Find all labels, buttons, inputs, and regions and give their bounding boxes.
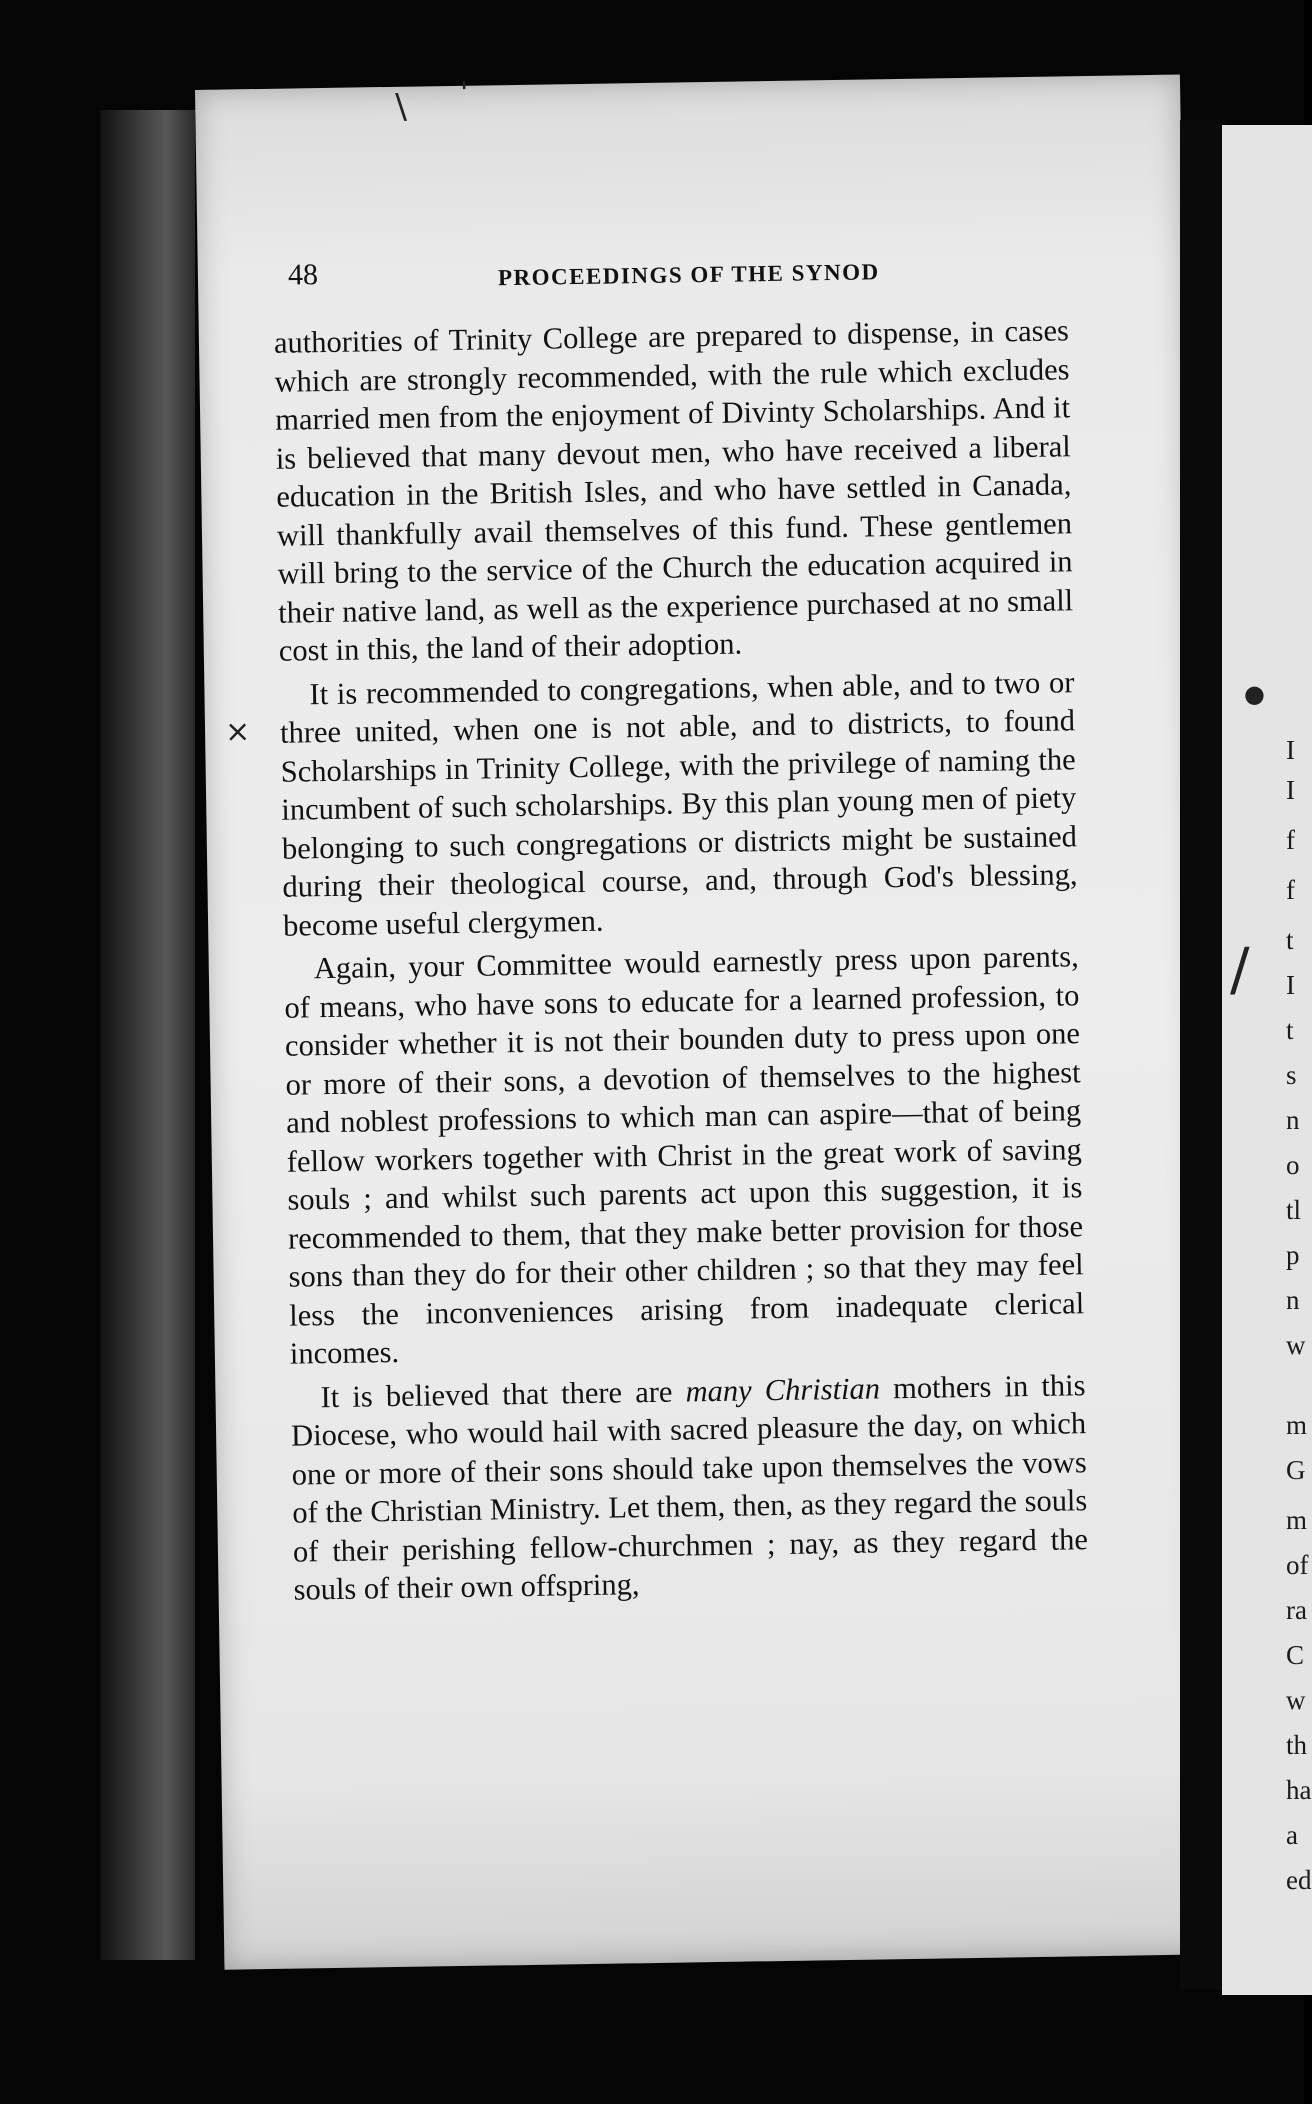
adjacent-letter: tl bbox=[1286, 1195, 1302, 1225]
margin-slash: / bbox=[1230, 935, 1250, 1003]
paragraph-4-italic: many Christian bbox=[685, 1370, 881, 1408]
adjacent-letter: f bbox=[1286, 825, 1295, 855]
adjacent-letter: a bbox=[1286, 1820, 1298, 1850]
ink-mark: \ bbox=[394, 86, 408, 127]
adjacent-letter: C bbox=[1286, 1640, 1305, 1670]
page-header bbox=[288, 246, 1109, 299]
paragraph-2: It is recommended to congregations, when able, and to two or three united, when one is not able, and to districts, to found Scholarships in Trinity College, with the privilege of naming the incumbent of such scholarships. By this plan young men of piety belonging to such congregations or districts might be sustained during their theological course, and, through God's blessing, become useful clergymen. bbox=[279, 664, 1078, 943]
margin-mark: × bbox=[224, 714, 251, 750]
paragraph-3: Again, your Committee would earnestly press upon parents, of means, who have sons to educate for a learned profession, to consider whether it is not their bounden duty to press upon one or more of their sons, a devotion of themselves to the highest and noblest professions to which man can aspire—that of being fellow workers together with Christ in the great work of saving souls ; and whilst such parents act upon this suggestion, it is recommended to them, that they make better provision for those sons than they do for their other children ; so that they may feel less the inconveniences arising from inadequate clerical incomes. bbox=[284, 939, 1085, 1371]
adjacent-letter: t bbox=[1286, 925, 1294, 955]
adjacent-letter: w bbox=[1286, 1685, 1306, 1715]
adjacent-letter: ra bbox=[1286, 1595, 1307, 1625]
adjacent-letter: I bbox=[1286, 735, 1295, 765]
adjacent-letter: I bbox=[1286, 775, 1295, 805]
page-number: 48 bbox=[287, 258, 319, 292]
ink-mark: ' bbox=[459, 75, 469, 111]
adjacent-letter: p bbox=[1286, 1240, 1300, 1270]
book-gutter bbox=[1180, 120, 1225, 1990]
adjacent-letter: th bbox=[1286, 1730, 1308, 1760]
adjacent-letter: G bbox=[1286, 1455, 1306, 1485]
paragraph-1: authorities of Trinity College are prepared to dispense, in cases which are strongly recommended, with the rule which excludes married men from the enjoyment of Divinty Scholarships. And it is believed that many devout men, who have received a liberal education in the British Isles, and who have settled in Canada, will thankfully avail themselves of this fund. These gentlemen will bring to the service of the Church the education acquired in their native land, as well as the experience purchased at no small cost in this, the land of their adoption. bbox=[273, 313, 1074, 668]
adjacent-letter: w bbox=[1286, 1330, 1306, 1360]
book-page bbox=[195, 75, 1209, 1970]
adjacent-letter: m bbox=[1286, 1505, 1308, 1535]
adjacent-letter: I bbox=[1286, 970, 1295, 1000]
adjacent-letter: o bbox=[1286, 1150, 1300, 1180]
running-head: PROCEEDINGS OF THE SYNOD bbox=[497, 259, 880, 291]
adjacent-page-fragment bbox=[1222, 125, 1312, 1995]
adjacent-letter: f bbox=[1286, 875, 1295, 905]
adjacent-letter: m bbox=[1286, 1410, 1308, 1440]
paragraph-4-start: It is believed that there are bbox=[320, 1373, 686, 1414]
adjacent-letter: ha bbox=[1286, 1775, 1312, 1805]
adjacent-letter: t bbox=[1286, 1015, 1294, 1045]
adjacent-letter: of bbox=[1286, 1550, 1309, 1580]
adjacent-letter: s bbox=[1286, 1060, 1297, 1090]
paragraph-4-end: mothers in this Diocese, who would hail with sacred pleasure the day, on which one or more of their sons should take upon themselves the vows of the Christian Ministry. Let them, then, as they regard the souls of their perishing fellow-churchmen ; nay, as they regard the souls of their own offspring, bbox=[290, 1367, 1089, 1607]
adjacent-letter: ed bbox=[1286, 1865, 1312, 1895]
adjacent-letter: n bbox=[1286, 1285, 1300, 1315]
bullet-mark: ● bbox=[1244, 680, 1265, 708]
page-body bbox=[274, 311, 1093, 1883]
book-page-edges bbox=[100, 110, 195, 1960]
paragraph-4 bbox=[290, 1366, 1089, 1609]
adjacent-letter: n bbox=[1286, 1105, 1300, 1135]
